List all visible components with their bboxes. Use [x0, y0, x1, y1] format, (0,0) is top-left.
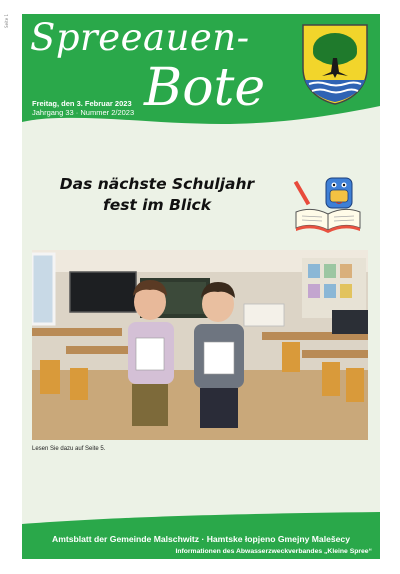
school-book-clipart-icon [292, 172, 364, 234]
issue-date: Freitag, den 3. Februar 2023 [32, 99, 132, 108]
newspaper-cover [22, 14, 380, 559]
newspaper-title-line2: Bote [144, 58, 266, 118]
masthead [22, 14, 380, 146]
headline-line2: fest im Blick [102, 196, 212, 214]
page-marker: Seite 1 [4, 14, 9, 28]
municipal-crest-icon [300, 22, 370, 106]
footer-association: Informationen des Abwasserzweckverbandes „Kleine Spree“ [175, 548, 372, 555]
cover-headline [22, 174, 292, 216]
footer-publisher: Amtsblatt der Gemeinde Malschwitz · Hamtske łopjeno Gmejny Malešecy [51, 534, 350, 544]
classroom-photo [32, 250, 368, 440]
newspaper-title-line1: Spreeauen- [30, 16, 250, 59]
photo-caption: Lesen Sie dazu auf Seite 5. [32, 446, 106, 452]
headline-line1: Das nächste Schuljahr [59, 175, 255, 193]
issue-number: Jahrgang 33 · Nummer 2/2023 [32, 108, 135, 117]
